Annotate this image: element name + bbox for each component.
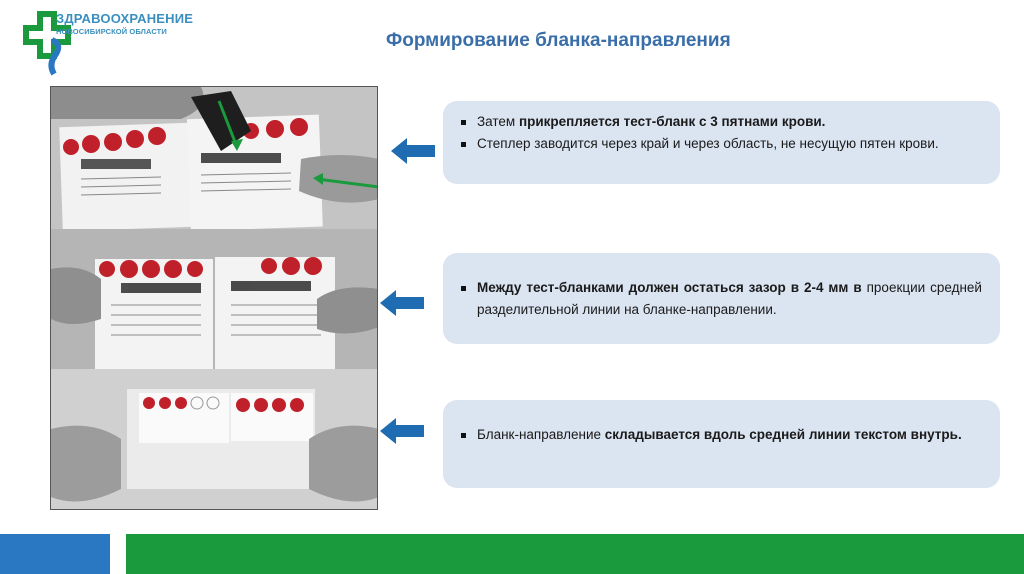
item-text: проекции средней разделительной линии на бланке-направлении. (477, 280, 982, 317)
list-item (459, 111, 982, 133)
slide-title: Формирование бланка-направления (386, 30, 731, 51)
photo-panel-2 (51, 229, 377, 369)
item-text: Степлер заводится через край и через область, не несущую пятен крови. (477, 136, 939, 151)
logo-line1: ЗДРАВООХРАНЕНИЕ (56, 11, 194, 26)
info-box-2 (443, 253, 1000, 344)
photo-panel-1 (51, 87, 377, 229)
info-list-1 (459, 111, 982, 155)
item-text: Бланк-направление (477, 427, 605, 442)
item-bold-text: складывается вдоль средней линии текстом внутрь. (604, 427, 962, 442)
left-arrow-icon (380, 418, 424, 444)
footer-bar-green (126, 534, 1024, 574)
info-list-3 (459, 424, 982, 446)
logo-line2: НОВОСИБИРСКОЙ ОБЛАСТИ (56, 27, 167, 36)
photo-fold-icon (51, 369, 377, 510)
left-arrow-icon (380, 290, 424, 316)
photo-collage (50, 86, 378, 510)
item-text: Затем (477, 114, 519, 129)
footer-bar-blue (0, 534, 110, 574)
photo-stapling-icon (51, 87, 377, 229)
item-bold-text: Между тест-бланками должен остаться зазор в 2-4 мм в (477, 280, 862, 295)
logo-text (56, 11, 193, 36)
list-item (459, 424, 982, 446)
left-arrow-icon (391, 138, 435, 164)
photo-panel-3 (51, 369, 377, 510)
info-box-1 (443, 101, 1000, 184)
list-item (459, 277, 982, 321)
list-item (459, 133, 982, 155)
photo-gap-icon (51, 229, 377, 369)
info-box-3 (443, 400, 1000, 488)
info-list-2 (459, 277, 982, 321)
item-bold-text: прикрепляется тест-бланк с 3 пятнами крови. (518, 114, 826, 129)
